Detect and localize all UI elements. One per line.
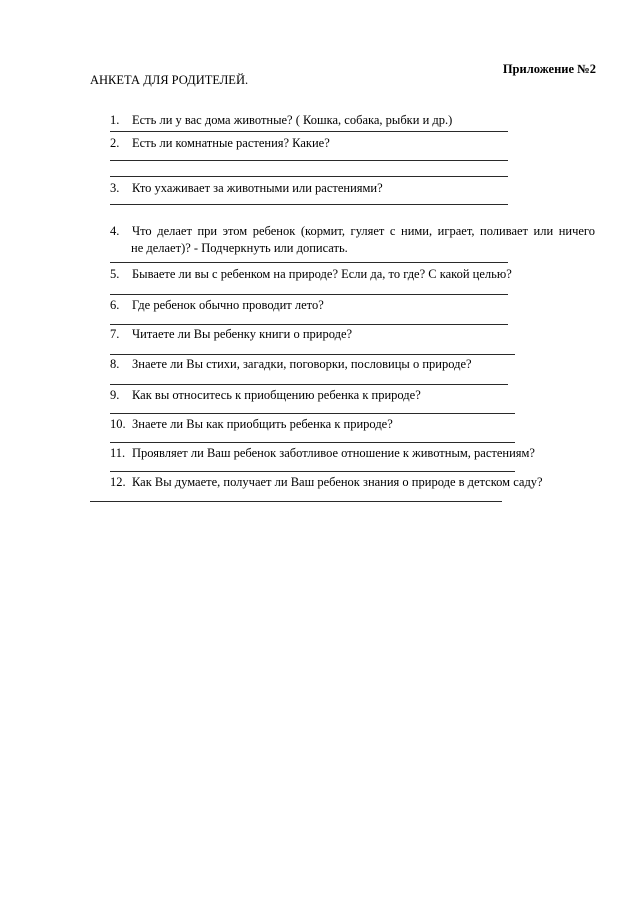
question-text: Проявляет ли Ваш ребенок заботливое отношение к животным, растениям? xyxy=(132,446,535,460)
question-number: 8. xyxy=(110,357,120,371)
question-2 xyxy=(110,135,330,151)
question-text: Как Вы думаете, получает ли Ваш ребенок знания о природе в детском саду? xyxy=(132,475,543,489)
question-7 xyxy=(110,326,352,342)
answer-line xyxy=(110,176,508,177)
survey-title: АНКЕТА ДЛЯ РОДИТЕЛЕЙ. xyxy=(90,73,249,87)
question-10 xyxy=(110,416,393,432)
appendix-label: Приложение №2 xyxy=(502,62,596,76)
answer-line xyxy=(110,413,515,414)
question-text: Где ребенок обычно проводит лето? xyxy=(132,298,324,312)
answer-line xyxy=(110,294,508,295)
question-number: 9. xyxy=(110,388,120,402)
question-4-continuation: не делает)? - Подчеркнуть или дописать. xyxy=(131,241,348,255)
question-text: Бываете ли вы с ребенком на природе? Если да, то где? С какой целью? xyxy=(132,267,512,281)
question-5 xyxy=(110,266,512,282)
question-number: 6. xyxy=(110,298,120,312)
question-11 xyxy=(110,445,535,461)
answer-line xyxy=(110,131,508,132)
question-number: 7. xyxy=(110,327,120,341)
question-text: Знаете ли Вы стихи, загадки, поговорки, пословицы о природе? xyxy=(132,357,472,371)
question-number: 5. xyxy=(110,267,120,281)
question-number: 11. xyxy=(110,446,126,460)
answer-line xyxy=(110,160,508,161)
question-3 xyxy=(110,180,383,196)
question-number: 12. xyxy=(110,475,126,489)
answer-line xyxy=(90,501,502,502)
question-number: 4. xyxy=(110,224,120,238)
question-text: Есть ли комнатные растения? Какие? xyxy=(132,136,330,150)
question-text: Кто ухаживает за животными или растениями? xyxy=(132,181,383,195)
question-12 xyxy=(110,474,543,490)
question-9 xyxy=(110,387,421,403)
question-number: 1. xyxy=(110,113,120,127)
answer-line xyxy=(110,262,508,263)
question-number: 2. xyxy=(110,136,120,150)
answer-line xyxy=(110,442,515,443)
question-number: 3. xyxy=(110,181,120,195)
answer-line xyxy=(110,324,508,325)
question-1 xyxy=(110,112,452,128)
question-text: Что делает при этом ребенок (кормит, гуляет с ними, играет, поливает или ничего xyxy=(132,224,595,238)
question-8 xyxy=(110,356,472,372)
answer-line xyxy=(110,354,515,355)
question-text: Как вы относитесь к приобщению ребенка к природе? xyxy=(132,388,421,402)
answer-line xyxy=(110,204,508,205)
question-number: 10. xyxy=(110,417,126,431)
answer-line xyxy=(110,384,508,385)
question-4 xyxy=(110,223,595,239)
question-text: Есть ли у вас дома животные? ( Кошка, собака, рыбки и др.) xyxy=(132,113,453,127)
question-6 xyxy=(110,297,324,313)
question-text: Знаете ли Вы как приобщить ребенка к природе? xyxy=(132,417,393,431)
question-text: Читаете ли Вы ребенку книги о природе? xyxy=(132,327,353,341)
answer-line xyxy=(110,471,515,472)
